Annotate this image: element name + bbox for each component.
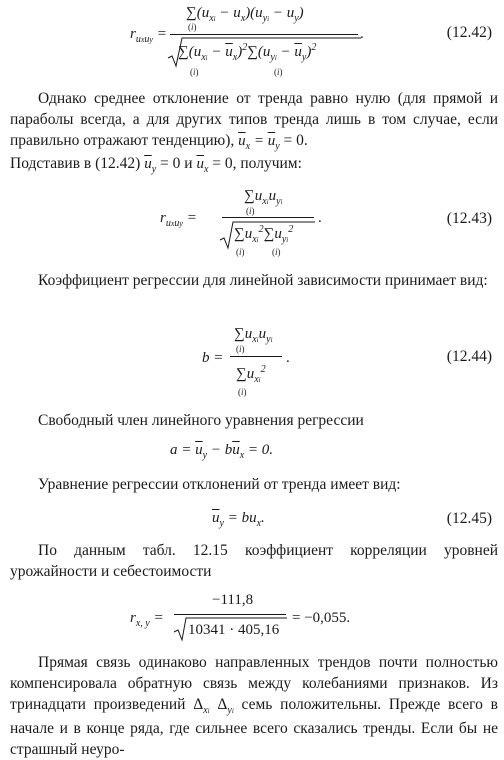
inline-math-delta-sub: xi: [203, 705, 210, 716]
equation-free-term: [0, 438, 504, 464]
paragraph-text: Однако среднее отклонение от тренда равно нулю (для прямой и параболы всегда, а для других типов тренда лишь в том случае, если правильно отражают тенденцию),: [10, 90, 498, 149]
eq-12-44-fraction-line: [230, 356, 282, 357]
eq-r-numerator: −111,8: [212, 592, 254, 608]
eq-12-43-den-index-2: (i): [272, 247, 281, 257]
eq-12-43-numerator: $\sum u_{xi}u_{yi}$: [244, 188, 283, 207]
paragraph-regression-coefficient: Коэффициент регрессии для линейной зависимости принимает вид:: [38, 272, 488, 289]
eq-12-42-den-index-2: (i): [274, 67, 283, 77]
equation-12-45: [0, 504, 504, 534]
equation-correlation-value: [0, 590, 504, 648]
eq-r-result: = −0,055.: [292, 610, 351, 626]
equation-12-43: [0, 182, 504, 262]
eq-12-43-lhs: $r_{uxuy}$ =: [160, 210, 197, 229]
paragraph-mean-deviation: Однако среднее отклонение от тренда равно нулю (для прямой и параболы всегда, а для других типов тренда лишь в том случае, если правильно отражают тенденцию), $\overline{u}_x = \overline{u}_y = 0$. Подставив в (12.42) $\overline{u}_y = 0$ и $\overline{u}_x = 0$, получим:: [10, 90, 498, 175]
paragraph-text: и: [180, 155, 197, 172]
equation-12-44: [0, 318, 504, 402]
paragraph-text: Подставив в (12.42): [10, 155, 145, 172]
eq-12-42-den-index-1: (i): [190, 67, 199, 77]
eq-12-42-fraction-line: [170, 34, 358, 35]
eq-12-43-denominator: $\sum u_{xi}^2\sum u_{yi}^2$: [234, 224, 294, 245]
eq-12-44-denominator: $\sum u_{xi}^2$: [236, 364, 266, 385]
eq-a-expression: $a = \overline{u}_y - b\overline{u}_x = 0$.: [170, 442, 274, 461]
eq-12-42-denominator: $\sum(u_{xi} - \overline{u}_x)^2\sum(u_{yi} - \overline{u}_y)^2$: [178, 42, 317, 63]
equation-12-42: [0, 0, 504, 80]
eq-12-44-den-index: (i): [238, 387, 247, 397]
eq-12-42-numerator: $\sum(u_{xi} - u_x)(u_{yi} - u_y)$: [186, 5, 304, 24]
eq-12-44-number: (12.44): [446, 348, 492, 365]
eq-12-45-expression: $\overline{u}_y = bu_x$.: [212, 510, 265, 529]
paragraph-free-term: Свободный член линейного уравнения регрессии: [38, 412, 364, 429]
eq-12-42-number: (12.42): [446, 24, 492, 41]
paragraph-correlation-data: По данным табл. 12.15 коэффициент корреляции уровней урожайности и себестоимости: [10, 542, 498, 580]
inline-math-uy-zero: $\overline{u}_y$: [144, 156, 157, 175]
eq-r-denominator: 10341 · 405,16: [188, 622, 280, 638]
eq-r-fraction-line: [174, 614, 286, 615]
eq-12-44-lhs: b =: [202, 350, 224, 366]
eq-12-42-lhs: $r_{uxuy}$ =: [130, 26, 167, 45]
eq-12-44-index: (i): [236, 344, 245, 354]
eq-12-43-period: .: [318, 210, 322, 226]
eq-12-45-number: (12.45): [446, 510, 492, 527]
eq-12-43-den-index-1: (i): [236, 247, 245, 257]
eq-12-42-period: .: [360, 26, 364, 42]
inline-math-ux-zero: $\overline{u}_x$: [196, 156, 209, 175]
paragraph-text: семь положительны. Прежде всего в начале и в конце ряда, где сильнее всего сказались тренды. Если бы не страшный неуро-: [10, 696, 498, 758]
inline-math-ux-uy: $\overline{u}_x = \overline{u}_y$: [238, 133, 280, 152]
eq-12-42-index: (i): [188, 22, 197, 32]
eq-12-44-period: .: [286, 350, 290, 366]
eq-12-43-index: (i): [246, 206, 255, 216]
paragraph-regression-equation: Уравнение регрессии отклонений от тренда имеет вид:: [38, 476, 401, 493]
paragraph-conclusion: Прямая связь одинаково направленных трендов почти полностью компенсировала обратную связь между колебаниями признаков. Из тринадцати произведений $\Delta_{xi}$ $\Delta_{yi}$ семь положительны. Прежде всего в начале и в конце ряда, где сильнее всего сказались тренды. Если бы не страшный неуро-: [10, 654, 498, 758]
paragraph-text: , получим:: [232, 155, 302, 172]
eq-12-44-numerator: $\sum u_{xi}u_{yi}$: [234, 326, 273, 345]
eq-12-43-number: (12.43): [446, 210, 492, 227]
eq-r-lhs: $r_{x, y}$ =: [130, 610, 164, 629]
eq-12-43-fraction-line: [222, 217, 314, 218]
paragraph-text: Прямая связь одинаково направленных трендов почти полностью компенсировала обратную связь между колебаниями признаков. Из тринадцати произведений Δ: [10, 654, 498, 713]
